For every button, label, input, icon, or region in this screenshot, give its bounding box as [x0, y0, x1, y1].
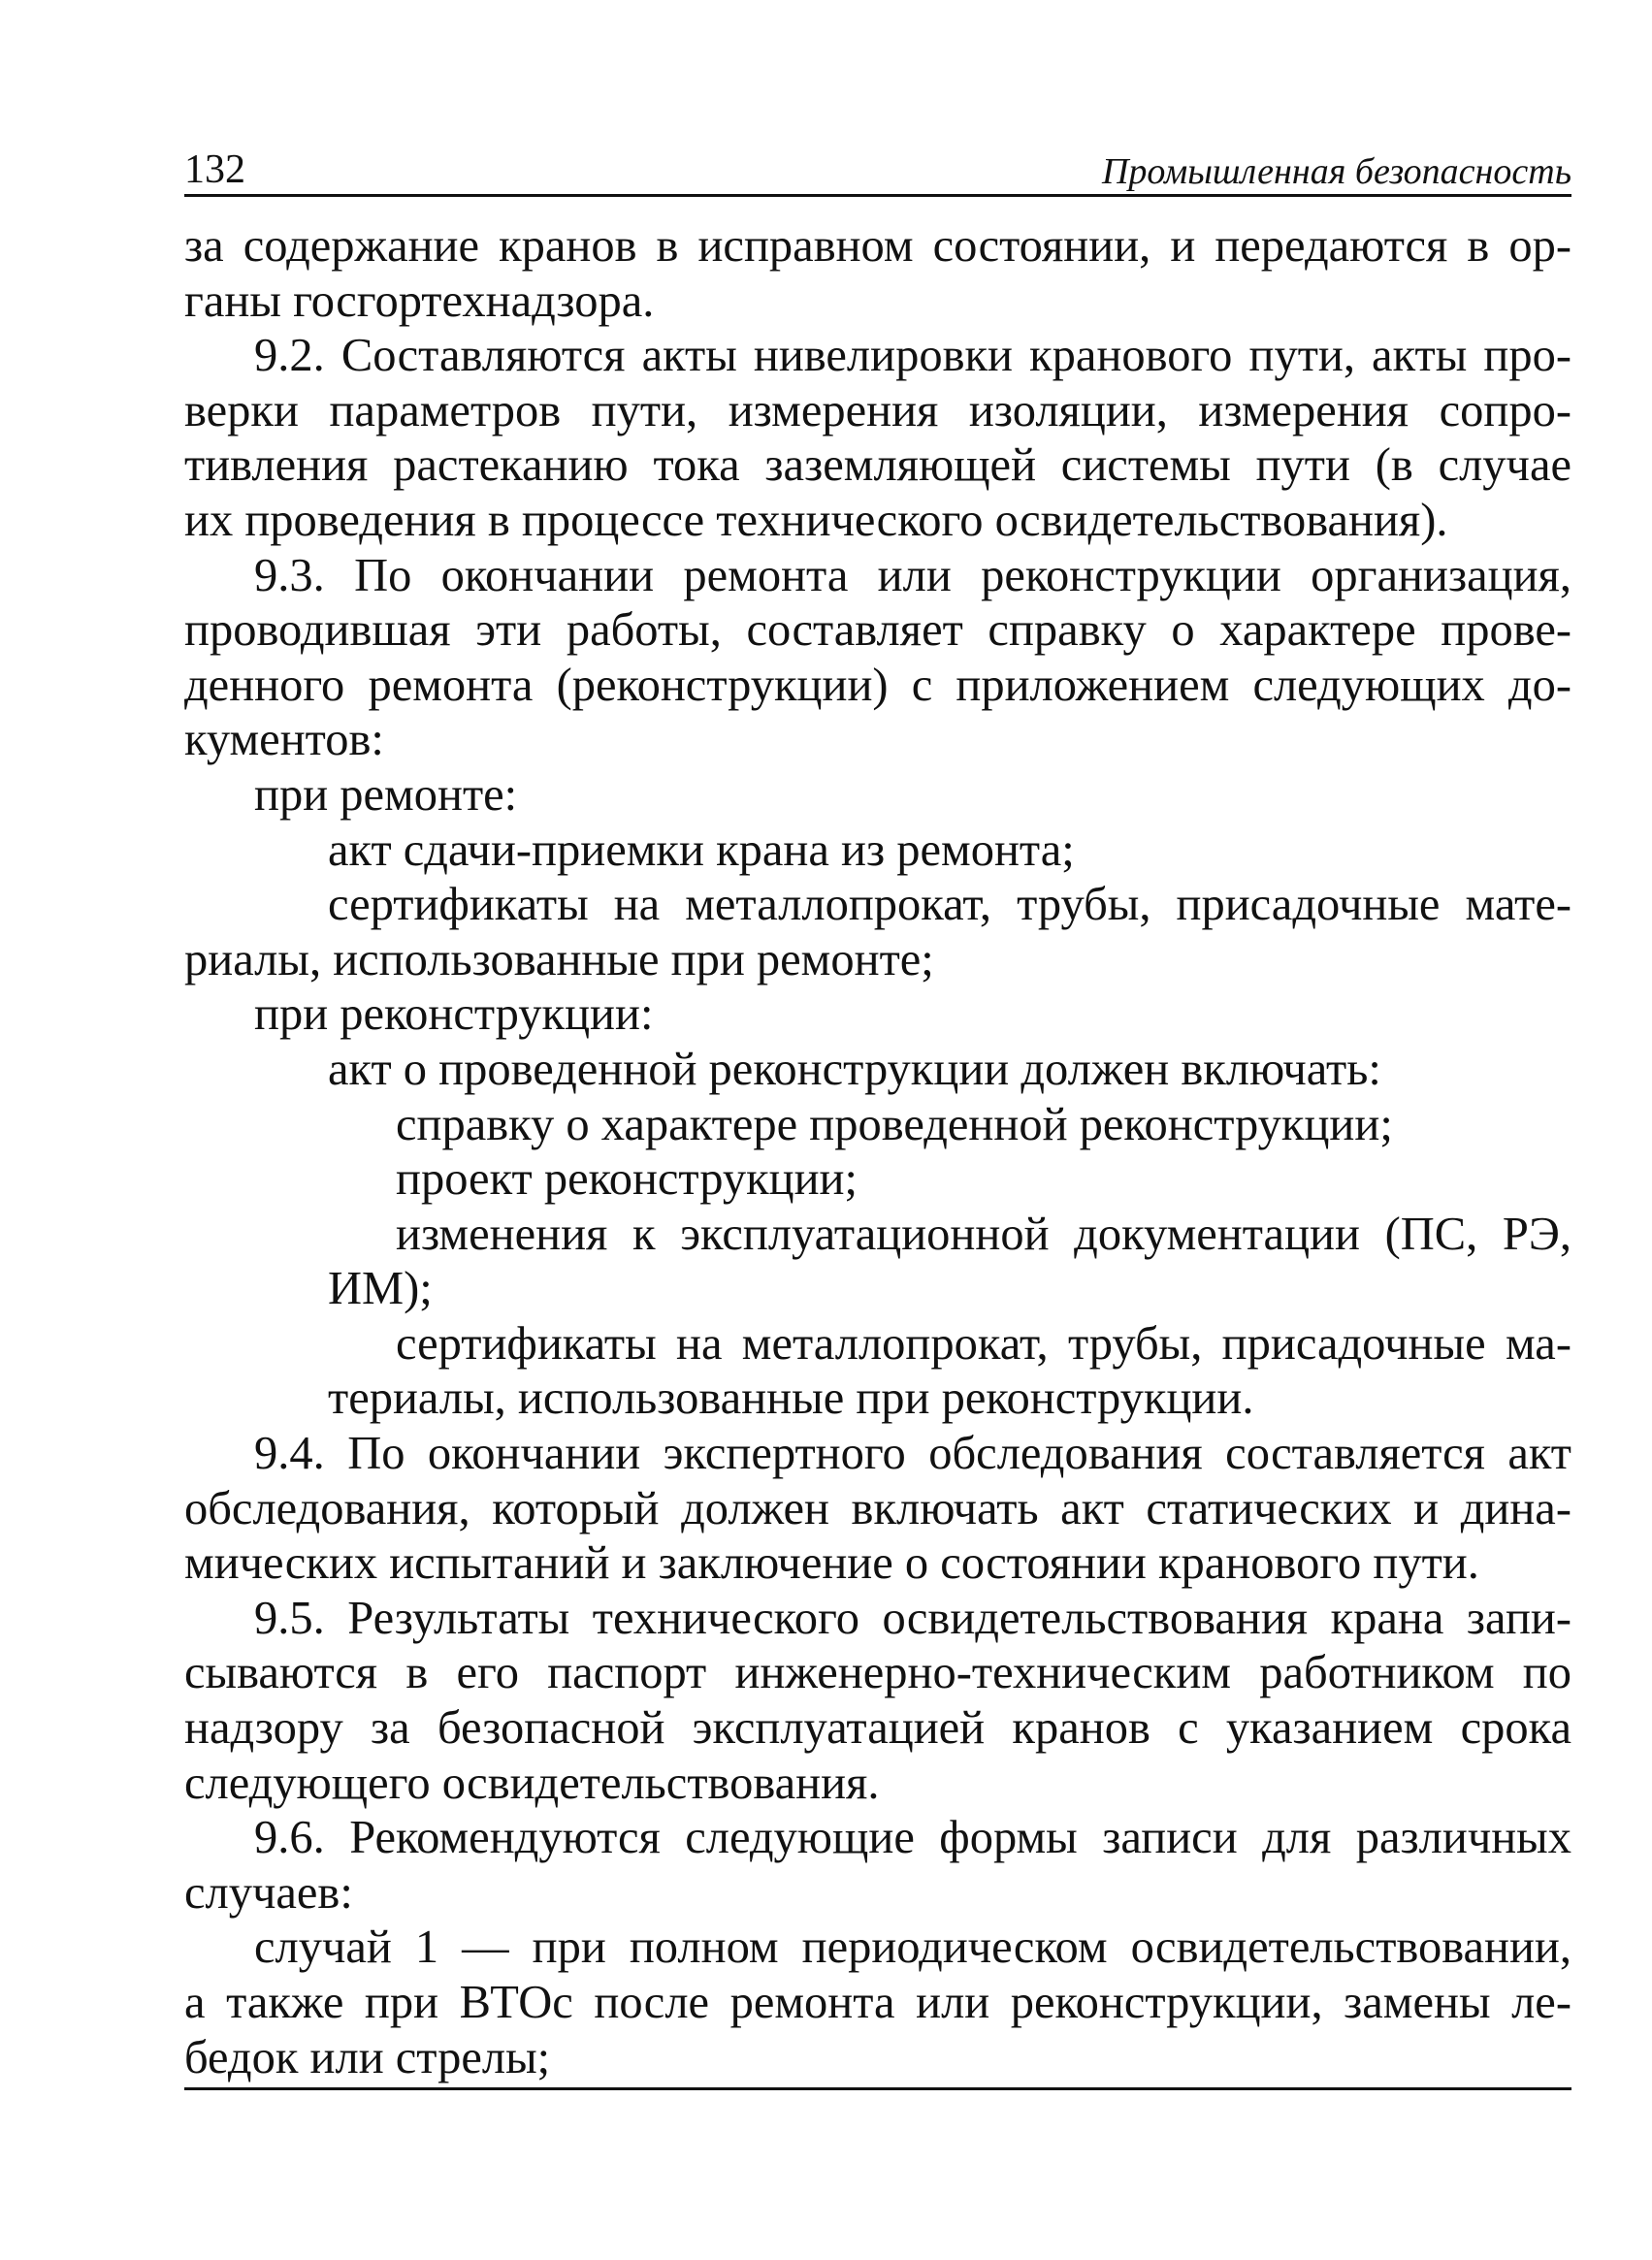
sub-list-item: справку о характере проведенной реконструкции; [396, 1098, 1393, 1150]
list-heading-reconstruction: при реконструкции: [254, 988, 654, 1041]
text-line: проводившая эти работы, составляет справку о характере прове- [184, 604, 1571, 657]
text-line: ганы госгортехнадзора. [184, 274, 655, 327]
text-line: за содержание кранов в исправном состоянии, и передаются в ор- [184, 220, 1571, 272]
paragraph-9-6-line: 9.6. Рекомендуются следующие формы записи для различных [254, 1812, 1571, 1864]
text-line: териалы, использованные при реконструкции. [328, 1372, 1254, 1425]
page-number: 132 [184, 147, 245, 192]
page-header [184, 144, 1571, 197]
text-line: риалы, использованные при ремонте; [184, 933, 934, 985]
text-line: кументов: [184, 714, 384, 766]
list-item: акт сдачи-приемки крана из ремонта; [328, 823, 1075, 876]
text-line: мических испытаний и заключение о состоянии кранового пути. [184, 1537, 1479, 1590]
text-line: сываются в его паспорт инженерно-техническим работником по [184, 1647, 1571, 1699]
sub-list-item: изменения к эксплуатационной документации (ПС, РЭ, [396, 1208, 1571, 1260]
list-item: акт о проведенной реконструкции должен включать: [328, 1043, 1381, 1095]
body-text [184, 219, 1571, 2085]
paragraph-9-3-line: 9.3. По окончании ремонта или реконструкции организация, [254, 549, 1571, 601]
text-line: бедок или стрелы; [184, 2031, 551, 2083]
sub-list-item: сертификаты на металлопрокат, трубы, присадочные ма- [396, 1317, 1571, 1370]
list-heading-repair: при ремонте: [254, 768, 518, 821]
paragraph-9-5-line: 9.5. Результаты технического освидетельствования крана запи- [254, 1592, 1571, 1644]
paragraph-9-2-line: 9.2. Составляются акты нивелировки кранового пути, акты про- [254, 330, 1571, 382]
running-title: Промышленная безопасность [1101, 151, 1571, 192]
text-line: их проведения в процессе технического освидетельствования). [184, 494, 1448, 546]
text-line: верки параметров пути, измерения изоляции, измерения сопро- [184, 384, 1571, 436]
text-line: денного ремонта (реконструкции) с приложением следующих до- [184, 659, 1571, 711]
text-line: надзору за безопасной эксплуатацией кранов с указанием срока [184, 1702, 1571, 1755]
paragraph-9-4-line: 9.4. По окончании экспертного обследования составляется акт [254, 1428, 1571, 1480]
case-1-line: случай 1 — при полном периодическом освидетельствовании, [254, 1921, 1571, 1974]
text-line: тивления растеканию тока заземляющей системы пути (в случае [184, 439, 1571, 492]
text-line: ИМ); [328, 1263, 433, 1315]
list-item: сертификаты на металлопрокат, трубы, присадочные мате- [328, 879, 1571, 931]
sub-list-item: проект реконструкции; [396, 1153, 858, 1206]
text-line: обследования, который должен включать акт статических и дина- [184, 1482, 1571, 1534]
bottom-divider [184, 2087, 1571, 2090]
text-line: случаев: [184, 1866, 353, 1919]
text-line: следующего освидетельствования. [184, 1757, 880, 1809]
text-line: а также при ВТОс после ремонта или реконструкции, замены ле- [184, 1977, 1571, 2028]
